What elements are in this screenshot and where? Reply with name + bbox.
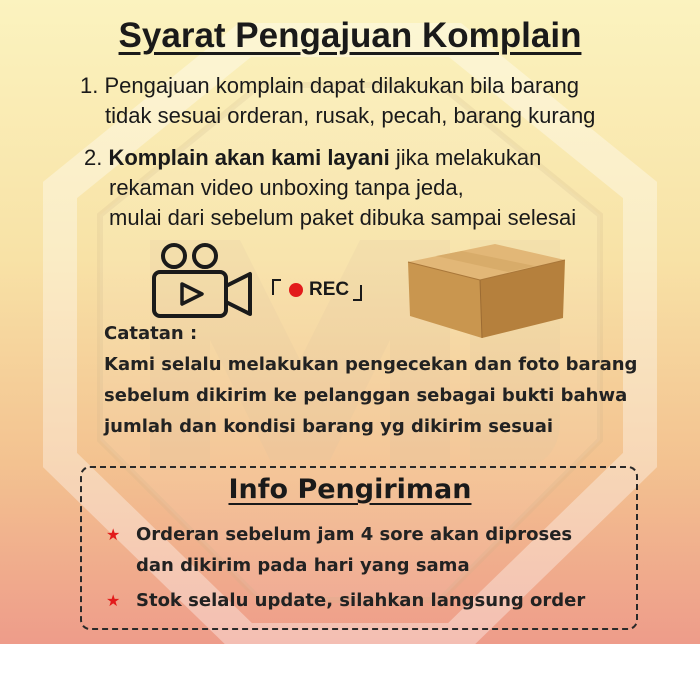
info-item-2-line-1: Stok selalu update, silahkan langsung order: [136, 590, 586, 611]
rule-2-bold-text: Komplain akan kami layani: [108, 145, 390, 170]
rule-1-line-1: 1. Pengajuan komplain dapat dilakukan bila barang: [80, 73, 580, 98]
info-item-1-line-2: dan dikirim pada hari yang sama: [136, 555, 470, 576]
info-item-1-text: [136, 519, 572, 581]
rule-2-rest-text: jika melakukan: [389, 145, 542, 170]
note-heading: Catatan :: [104, 323, 198, 344]
star-icon: ★: [106, 525, 121, 544]
video-camera-icon: [150, 242, 260, 322]
note-line-1: Kami selalu melakukan pengecekan dan foto barang: [104, 354, 638, 375]
note-line-3: jumlah dan kondisi barang yg dikirim sesuai: [104, 416, 554, 437]
rule-2: [84, 143, 576, 233]
rule-2-line-3: mulai dari sebelum paket dibuka sampai selesai: [109, 205, 577, 230]
rule-2-line-1: [84, 143, 576, 173]
rule-2-line-2: rekaman video unboxing tanpa jeda,: [109, 175, 464, 200]
rec-label: REC: [309, 279, 350, 300]
rule-1-line-2: tidak sesuai orderan, rusak, pecah, barang kurang: [105, 103, 596, 128]
info-item-2-text: [136, 585, 585, 616]
star-icon: ★: [106, 591, 121, 610]
info-item-1-line-1: Orderan sebelum jam 4 sore akan diproses: [136, 524, 573, 545]
note-line-2: sebelum dikirim ke pelanggan sebagai bukti bahwa: [104, 385, 628, 406]
rec-bracket-right: [353, 285, 362, 301]
note-section: [104, 318, 637, 442]
record-dot-icon: [289, 283, 303, 297]
rec-indicator: [272, 279, 362, 301]
info-title: Info Pengiriman: [228, 474, 472, 505]
page-title: Syarat Pengajuan Komplain: [118, 16, 582, 55]
rec-bracket-left: [272, 279, 281, 295]
rule-2-number: 2.: [84, 145, 109, 170]
rule-1: [80, 71, 595, 131]
